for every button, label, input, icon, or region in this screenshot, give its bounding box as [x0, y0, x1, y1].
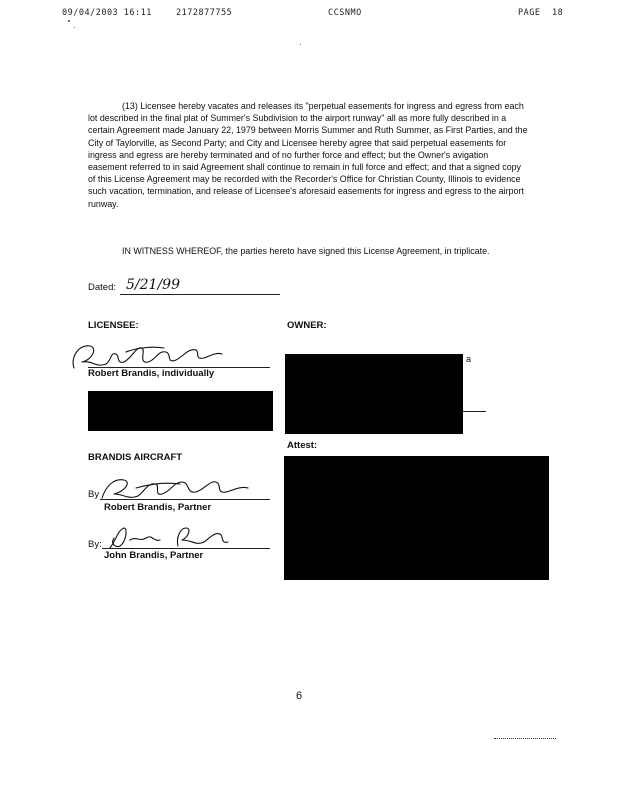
- page-number-footer: 6: [296, 690, 303, 702]
- scan-speck: [74, 27, 75, 28]
- signer-john-partner: John Brandis, Partner: [104, 550, 204, 561]
- by-label-robert: By: [88, 489, 100, 500]
- fax-page-label: PAGE: [518, 8, 541, 18]
- redaction-block-owner: [285, 354, 463, 434]
- redaction-block-licensee: [88, 391, 273, 431]
- fax-page-number: 18: [552, 8, 564, 18]
- witness-clause: IN WITNESS WHEREOF, the parties hereto have signed this License Agreement, in triplicate.: [122, 246, 490, 256]
- scan-speck: [68, 20, 70, 22]
- owner-label: OWNER:: [287, 320, 327, 331]
- licensee-label: LICENSEE:: [88, 320, 139, 331]
- signer-robert-partner: Robert Brandis, Partner: [104, 502, 212, 513]
- redaction-block-attest: [284, 456, 549, 580]
- signature-line-robert: [100, 499, 270, 500]
- signature-robert-brandis-partner: [96, 472, 266, 506]
- owner-line-fragment: [462, 411, 486, 412]
- fax-phone: 2172877755: [176, 8, 233, 18]
- fax-footer-mark: [494, 738, 556, 739]
- scan-speck: [300, 44, 301, 45]
- company-label: BRANDIS AIRCRAFT: [88, 452, 183, 463]
- paragraph-13: (13) Licensee hereby vacates and releases its "perpetual easements for ingress and egress from each lot described in the final plat of Summer's Subdivision to the airport runway" all as more fully described in a certain Agreement made January 22, 1979 between Morris Summer and Ruth Summer, as First Parties, and the City of Taylorville, as Second Party; and City and Licensee hereby agree that said perpetual easements for ingress and egress are hereby terminated and of no further force and effect; but the Owner's avigation easement referred to in said Agreement shall continue to remain in full force and effect; and that a signed copy of this License Agreement may be recorded with the Recorder's Office for Christian County, Illinois to evidence such vacation, termination, and release of Licensee's aforesaid easements for ingress and egress to the airport runway.: [88, 101, 528, 209]
- licensee-signer-name: Robert Brandis, individually: [88, 368, 215, 379]
- dated-handwritten-value: 5/21/99: [126, 277, 180, 293]
- dated-line: [120, 294, 280, 295]
- dated-label: Dated:: [88, 282, 116, 293]
- signature-line-john: [102, 548, 270, 549]
- fax-sender: CCSNMO: [328, 8, 362, 18]
- attest-label: Attest:: [287, 440, 318, 451]
- fax-datetime: 09/04/2003 16:11: [62, 8, 152, 18]
- owner-text-fragment: a: [466, 354, 472, 364]
- by-label-john: By:: [88, 539, 102, 550]
